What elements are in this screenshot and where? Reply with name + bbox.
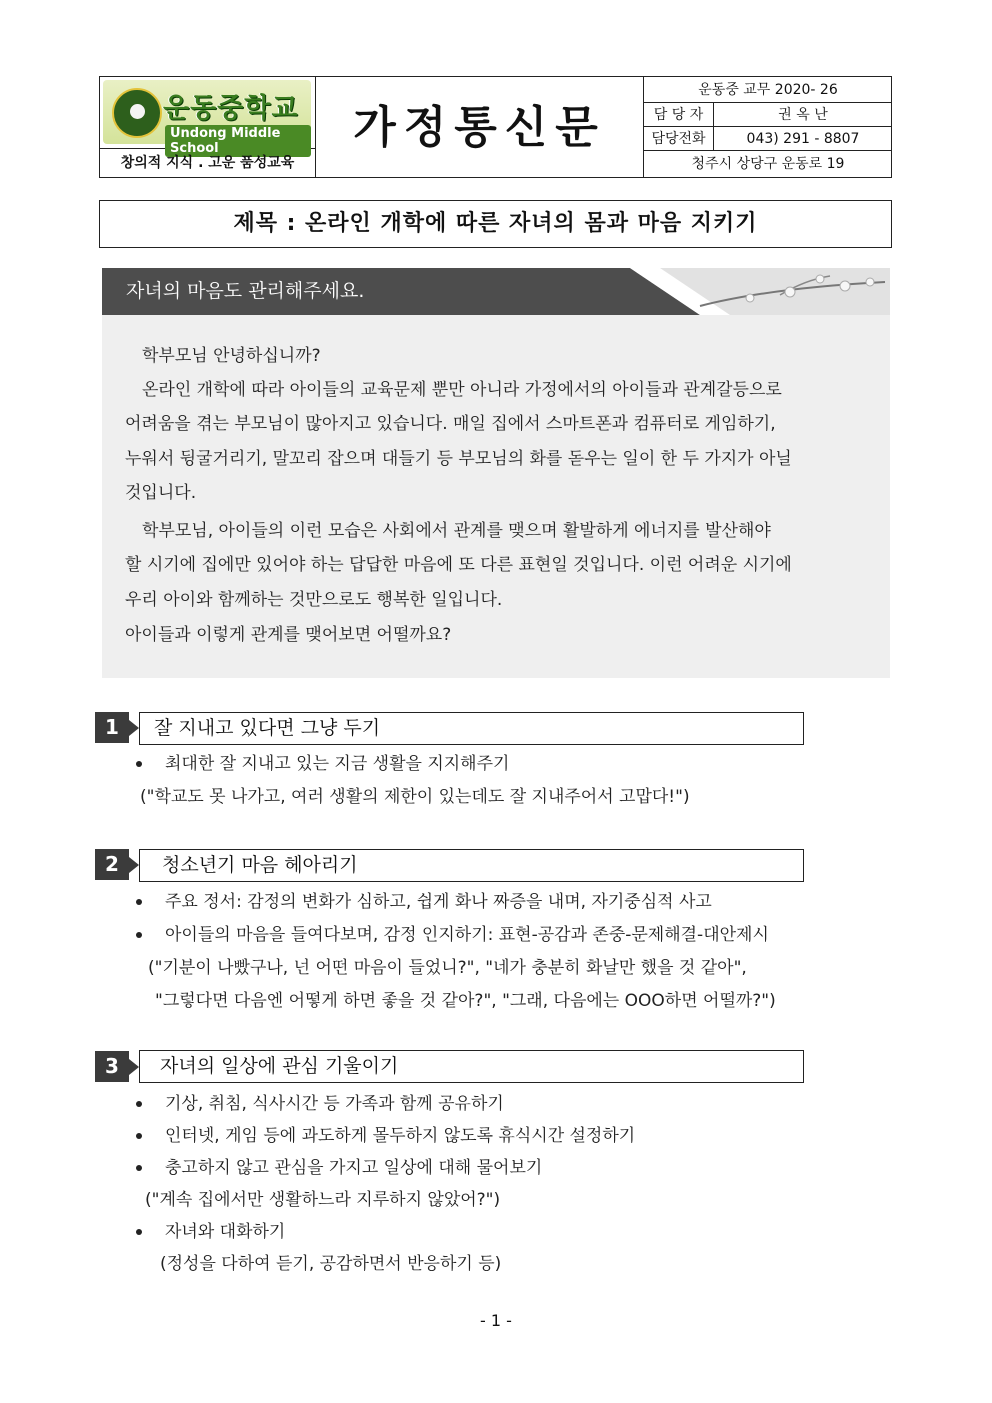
subject-title: 제목 : 온라인 개학에 따른 자녀의 몸과 마음 지키기 xyxy=(99,200,892,248)
section-title: 잘 지내고 있다면 그냥 두기 xyxy=(139,712,804,745)
intro-line: 학부모님, 아이들의 이런 모습은 사회에서 관계를 맺으며 활발하게 에너지를 발산해야 xyxy=(142,521,771,541)
manager-label: 담 당 자 xyxy=(644,103,714,126)
page-number: - 1 - xyxy=(480,1311,512,1330)
list-item: 아이들의 마음을 들여다보며, 감정 인지하기: 표현-공감과 존중-문제해결-대안제시 xyxy=(136,919,769,951)
list-item-note: ("학교도 못 나가고, 여러 생활의 제한이 있는데도 잘 지내주어서 고맙다!") xyxy=(140,787,690,807)
school-logo xyxy=(103,80,311,156)
list-item: 주요 정서: 감정의 변화가 심하고, 쉽게 화나 짜증을 내며, 자기중심적 사고 xyxy=(136,886,712,918)
section-number: 1 xyxy=(95,712,129,743)
intro-greeting: 학부모님 안녕하십니까? xyxy=(142,346,321,366)
section-title: 자녀의 일상에 관심 기울이기 xyxy=(139,1050,804,1083)
section-title: 청소년기 마음 헤아리기 xyxy=(139,849,804,882)
section-number: 3 xyxy=(95,1051,129,1082)
list-item-note: ("계속 집에서만 생활하느라 지루하지 않았어?") xyxy=(145,1190,501,1210)
list-item: 최대한 잘 지내고 있는 지금 생활을 지지해주기 xyxy=(136,748,509,780)
bullet-icon xyxy=(136,932,142,938)
intro-line: 우리 아이와 함께하는 것만으로도 행복한 일입니다. xyxy=(125,590,503,610)
banner-text: 자녀의 마음도 관리해주세요. xyxy=(126,280,365,302)
manager-row xyxy=(644,103,892,127)
bullet-icon xyxy=(136,1165,142,1171)
blossom-branch-icon xyxy=(630,268,890,315)
phone-value: 043) 291 - 8807 xyxy=(746,131,860,147)
logo-cell xyxy=(100,77,316,156)
intro-line: 것입니다. xyxy=(125,483,197,503)
school-address: 청주시 상당구 운동로 19 xyxy=(691,156,845,172)
school-emblem-icon xyxy=(112,88,162,138)
arrow-icon xyxy=(129,1059,139,1075)
section-number: 2 xyxy=(95,849,129,880)
intro-line: 누워서 뒹굴거리기, 말꼬리 잡으며 대들기 등 부모님의 화를 돋우는 일이 한 두 가지가 아닐 xyxy=(125,449,792,469)
doc-number: 운동중 교무 2020- 26 xyxy=(644,77,892,103)
intro-line: 할 시기에 집에만 있어야 하는 답답한 마음에 또 다른 표현일 것입니다. 이런 어려운 시기에 xyxy=(125,555,792,575)
logo-text-en: Undong Middle School xyxy=(165,125,311,157)
intro-line: 온라인 개학에 따라 아이들의 교육문제 뿐만 아니라 가정에서의 아이들과 관계갈등으로 xyxy=(142,380,782,400)
arrow-icon xyxy=(129,857,139,873)
bullet-icon xyxy=(136,899,142,905)
school-motto: 창의적 지식 . 고운 품성교육 xyxy=(100,149,316,178)
bullet-icon xyxy=(136,1101,142,1107)
list-item: 기상, 취침, 식사시간 등 가족과 함께 공유하기 xyxy=(136,1088,504,1120)
section-banner xyxy=(102,268,890,315)
bullet-icon xyxy=(136,1133,142,1139)
list-item-note: "그렇다면 다음엔 어떻게 하면 좋을 것 같아?", "그래, 다음에는 OOO하면 어떨까?") xyxy=(155,991,776,1011)
list-item-note: ("기분이 나빴구나, 넌 어떤 마음이 들었니?", "네가 충분히 화날만 했을 것 같아", xyxy=(148,958,747,978)
list-item: 충고하지 않고 관심을 가지고 일상에 대해 물어보기 xyxy=(136,1152,542,1184)
intro-line: 어려움을 겪는 부모님이 많아지고 있습니다. 매일 집에서 스마트폰과 컴퓨터로 게임하기, xyxy=(125,414,776,434)
list-item: 자녀와 대화하기 xyxy=(136,1216,285,1248)
list-item-note: (정성을 다하여 듣기, 공감하면서 반응하기 등) xyxy=(160,1254,502,1274)
intro-closing: 아이들과 이렇게 관계를 맺어보면 어떨까요? xyxy=(125,625,452,645)
manager-value: 권 옥 난 xyxy=(778,107,828,123)
bullet-icon xyxy=(136,1229,142,1235)
phone-label: 담당전화 xyxy=(644,127,714,150)
list-item: 인터넷, 게임 등에 과도하게 몰두하지 않도록 휴식시간 설정하기 xyxy=(136,1120,635,1152)
header-table xyxy=(99,76,892,178)
phone-row xyxy=(644,127,892,151)
arrow-icon xyxy=(129,720,139,736)
document-title: 가정통신문 xyxy=(316,77,644,178)
logo-text-ko: 운동중학교 xyxy=(163,93,299,124)
bullet-icon xyxy=(136,761,142,767)
